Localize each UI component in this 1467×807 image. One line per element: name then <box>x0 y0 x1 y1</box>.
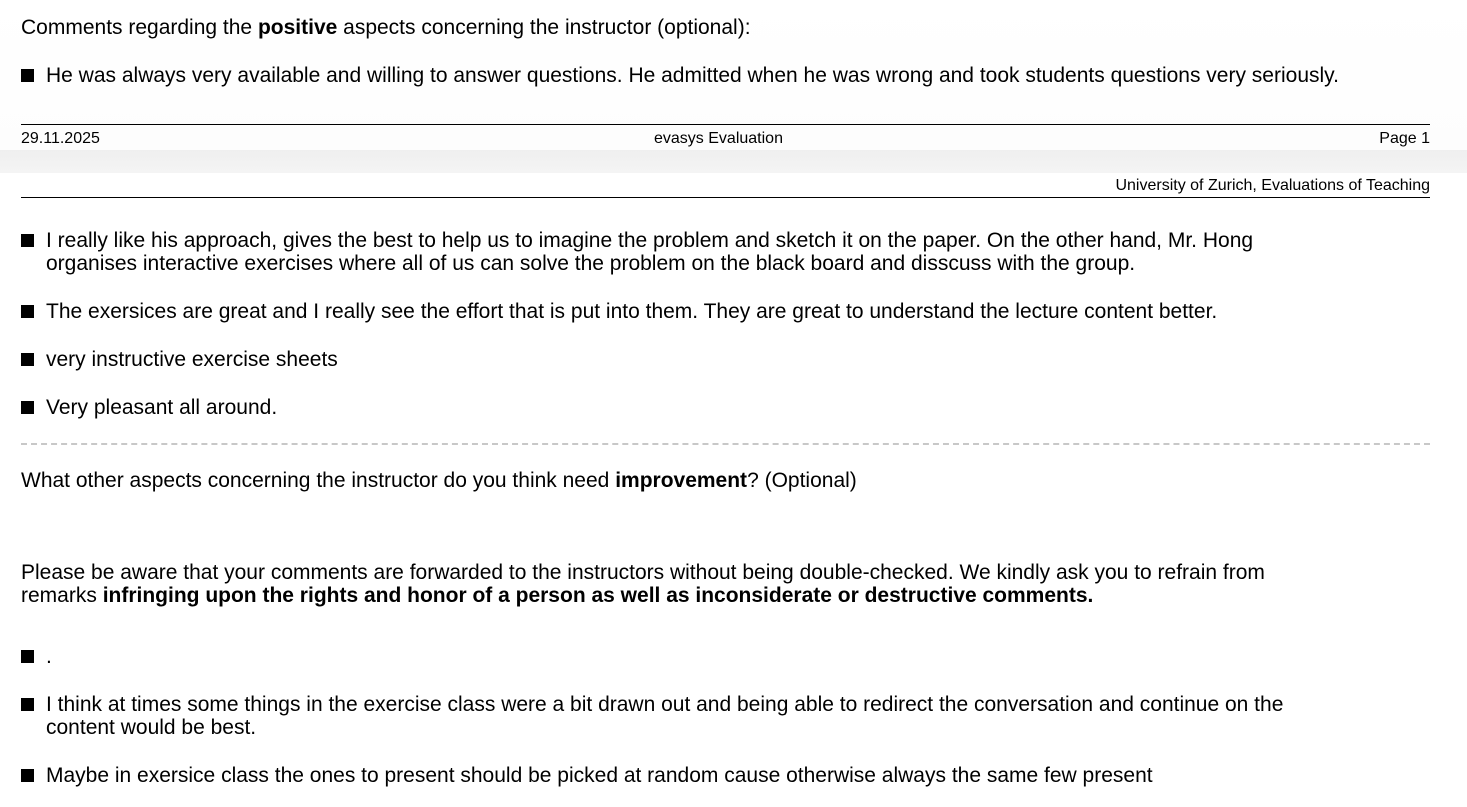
square-bullet-icon <box>21 353 34 366</box>
square-bullet-icon <box>21 234 34 247</box>
comment-notice: Please be aware that your comments are forwarded to the instructors without being double-checked. We kindly ask you to refrain from remarks infringing upon the rights and honor of a person as well as inconsiderate or destructive comments. <box>21 561 1265 607</box>
square-bullet-icon <box>21 698 34 711</box>
footer-title: evasys Evaluation <box>654 130 783 147</box>
page-2: University of Zurich, Evaluations of Teaching I really like his approach, gives the best to help us to imagine the problem and sketch it on the paper. On the other hand, Mr. Hong organises interactive exercises where all of us can solve the problem on the black board and disscuss with the group. The exersices are great and I really see the effort that is put into them. They are great to understand the lecture content better. very instructive exercise sheets Very pleasant all around. What other aspects concerning the instructor do you think need improvement? (Optional) Please be aware that your comments are forwarded to the instructors without being double-checked. We kindly ask you to refrain from remarks infringing upon the rights and honor of a person as well as inconsiderate or destructive comments. . I think at times some things in the exercise class were a bit drawn out and being able to redirect the conversation and continue on the content would be best. Maybe in exersice class the ones to present should be picked at random cause otherwise always the same few present <box>0 173 1467 807</box>
improvement-question: What other aspects concerning the instructor do you think need improvement? (Optional) <box>21 469 857 492</box>
section-divider <box>21 443 1430 445</box>
footer-rule <box>21 124 1430 125</box>
header-rule <box>21 197 1430 198</box>
positive-question: Comments regarding the positive aspects concerning the instructor (optional): <box>21 16 751 39</box>
footer-page-number: Page 1 <box>1379 130 1430 147</box>
square-bullet-icon <box>21 69 34 82</box>
page-gap <box>0 150 1467 173</box>
page-header: University of Zurich, Evaluations of Teaching <box>1115 177 1430 194</box>
square-bullet-icon <box>21 650 34 663</box>
page-1: Comments regarding the positive aspects concerning the instructor (optional): He was always very available and willing to answer questions. He admitted when he was wrong and took students questions very seriously. 29.11.2025 evasys Evaluation Page 1 <box>0 0 1467 150</box>
square-bullet-icon <box>21 401 34 414</box>
square-bullet-icon <box>21 769 34 782</box>
square-bullet-icon <box>21 305 34 318</box>
footer-date: 29.11.2025 <box>21 130 100 147</box>
